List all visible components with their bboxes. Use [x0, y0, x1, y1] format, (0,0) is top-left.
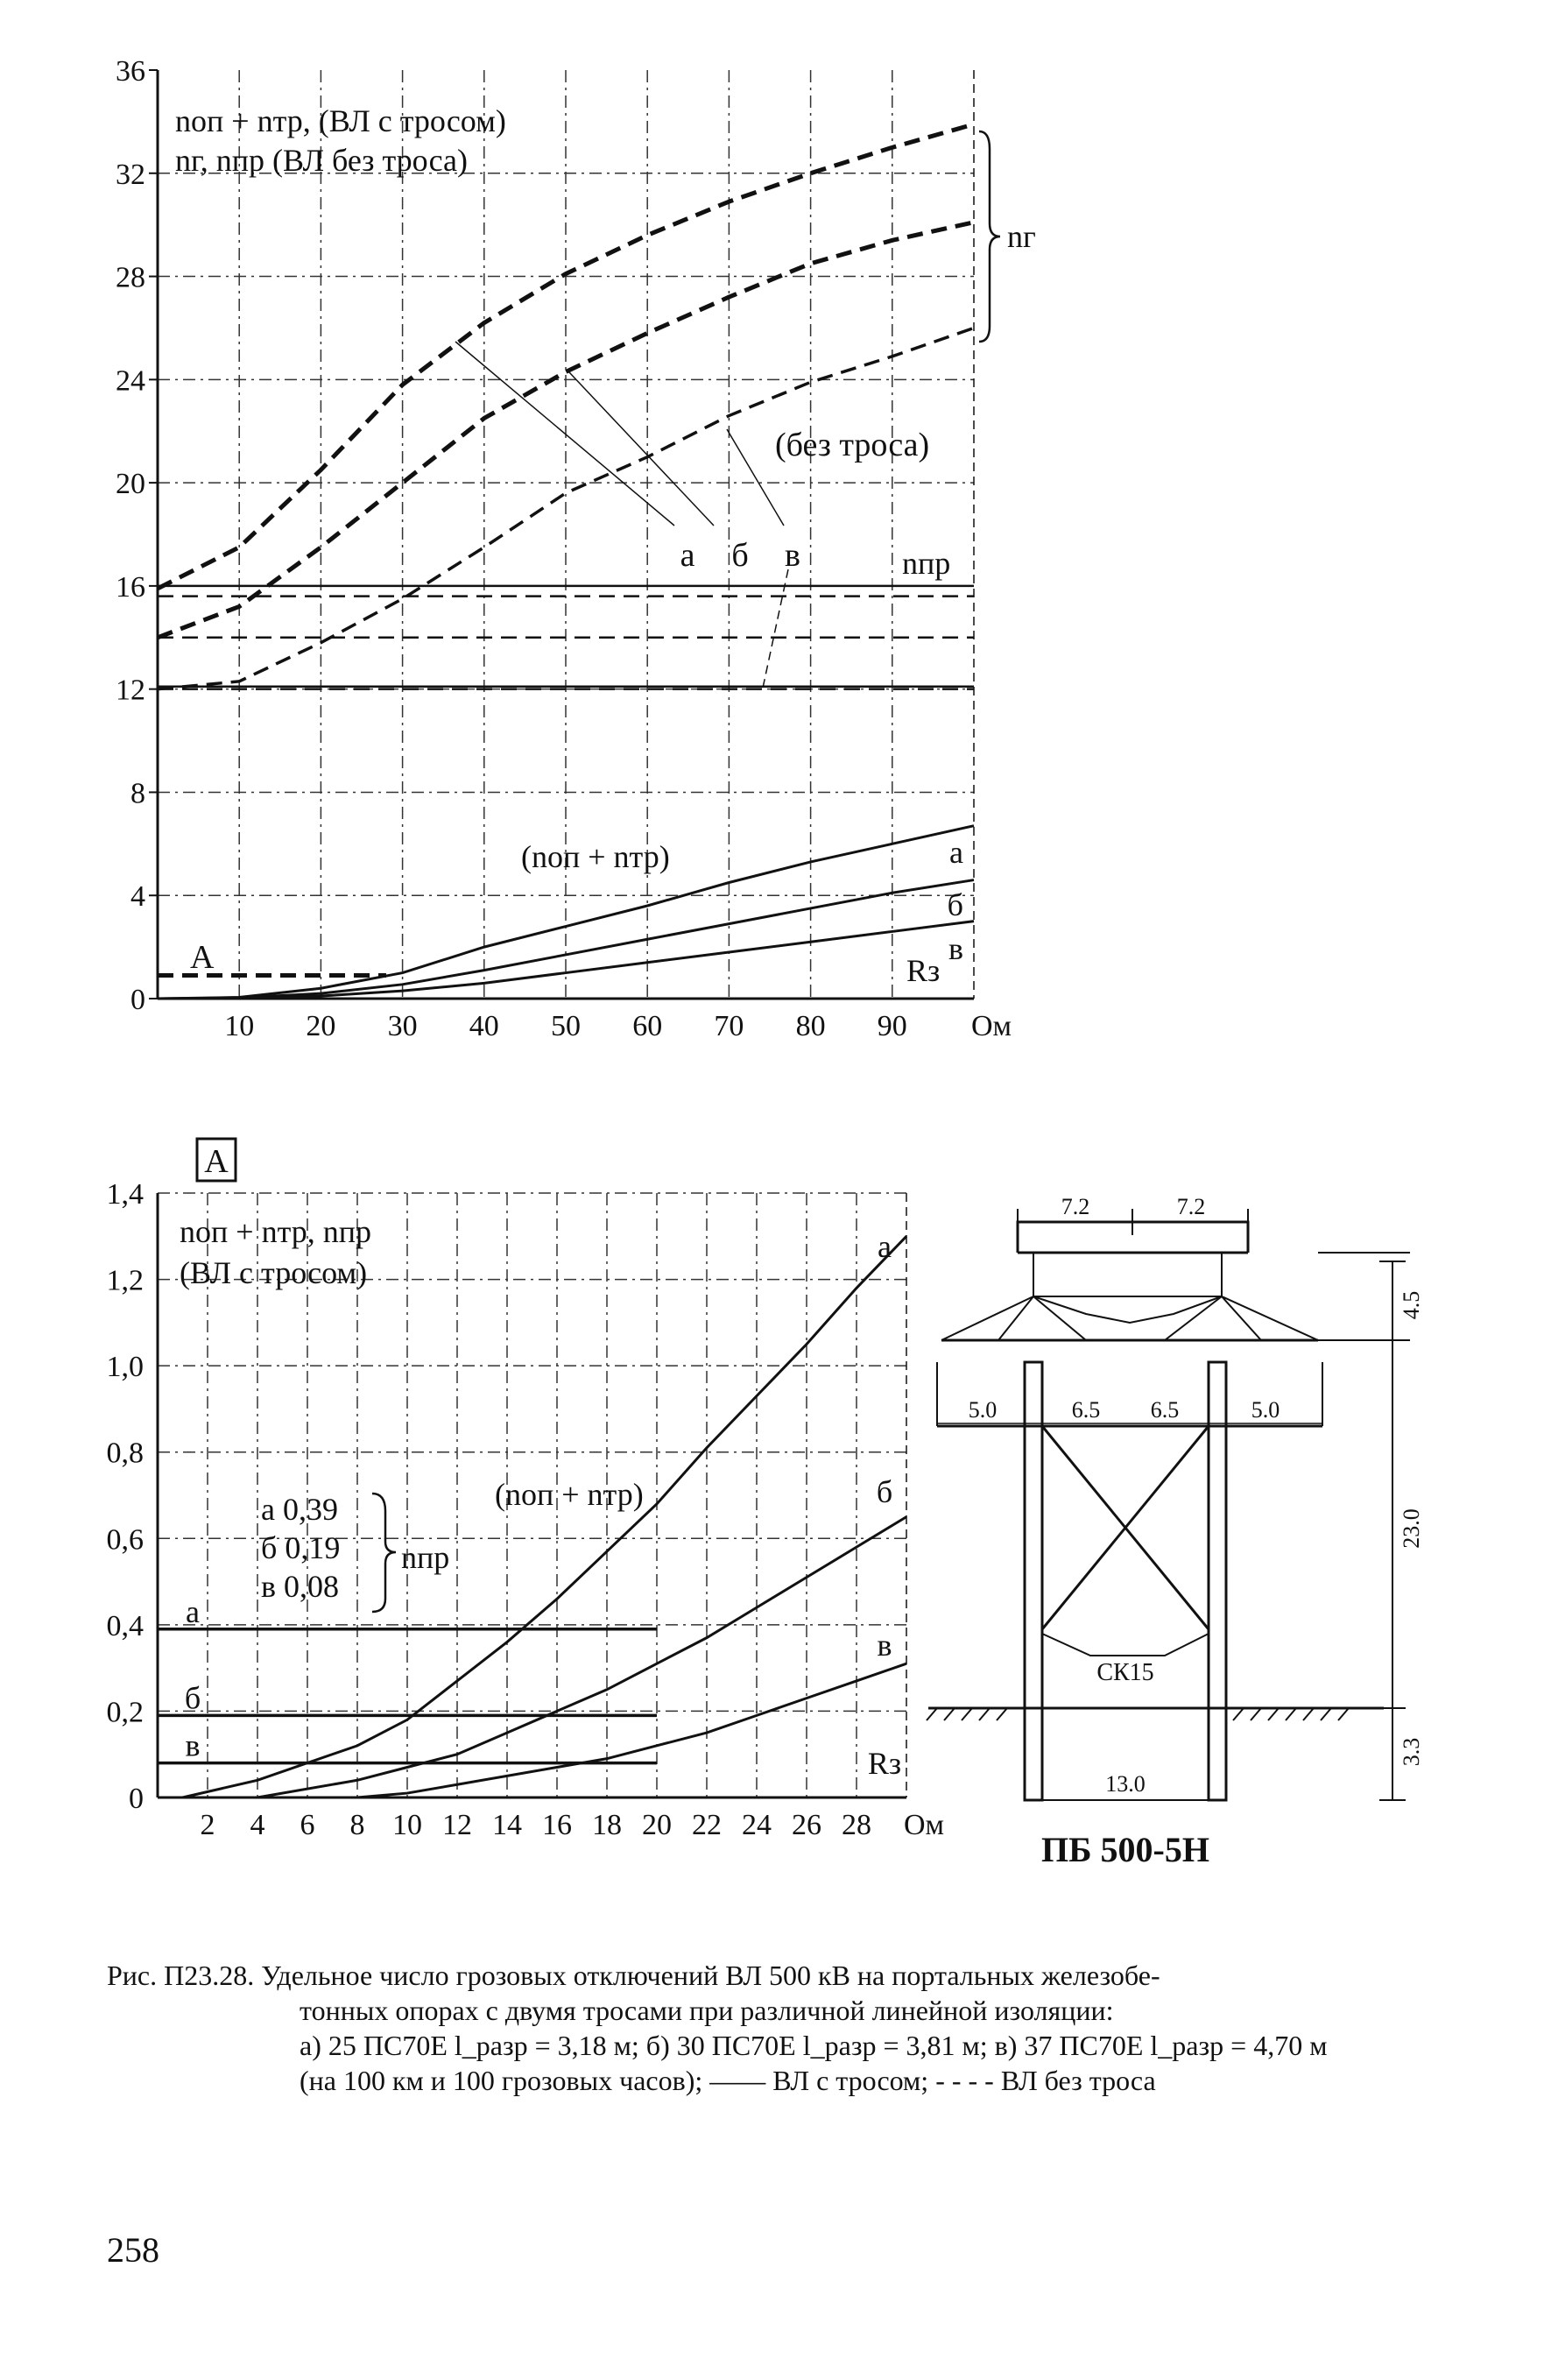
main-leader-line — [455, 342, 674, 526]
inset-xtick-label: 8 — [349, 1809, 365, 1841]
main-ytick-label: 32 — [116, 158, 145, 191]
main-xtick-label: 30 — [387, 1010, 418, 1042]
inset-chart — [107, 1139, 945, 1841]
tower-leg-right — [1209, 1362, 1226, 1800]
main-xlabel: Ом — [970, 1010, 1012, 1042]
brace-sk15 — [1042, 1634, 1209, 1656]
inset-labels — [107, 1143, 945, 1841]
caption-line-2: тонных опорах с двумя тросами при различной линейной изоляции: — [300, 1995, 1114, 2026]
tower-dim-cross: 5.0 — [1251, 1397, 1280, 1423]
inset-legend-line-1: nоп + nтр, nпр — [180, 1214, 372, 1249]
inset-xtick-label: 18 — [592, 1809, 622, 1841]
main-legend-line-1: nоп + nтр, (ВЛ с тросом) — [175, 103, 506, 138]
main-a-label: А — [190, 939, 215, 976]
page-number: 258 — [107, 2230, 159, 2270]
main-xtick-label: 70 — [714, 1010, 744, 1042]
inset-curve-letter: а — [878, 1229, 892, 1264]
main-solid-curve-letter: б — [947, 887, 963, 922]
main-chart — [116, 55, 1036, 1042]
tower-dim-cross: 6.5 — [1150, 1397, 1180, 1423]
inset-hline-letter: а — [186, 1593, 200, 1629]
inset-npr-label: nпр — [401, 1540, 450, 1575]
main-ytick-label: 12 — [116, 674, 145, 707]
main-ytick-label: 24 — [116, 364, 145, 398]
main-xtick-label: 10 — [224, 1010, 255, 1042]
main-xtick-label: 40 — [469, 1010, 499, 1042]
inset-npr-value: а 0,39 — [261, 1492, 338, 1527]
inset-hline-letter: б — [184, 1680, 201, 1716]
caption-line-1: Рис. П23.28. Удельное число грозовых отключений ВЛ 500 кВ на портальных железобе- — [107, 1960, 1160, 1991]
inset-xtick-label: 2 — [200, 1809, 215, 1841]
tower-dim-cross: 5.0 — [968, 1397, 998, 1423]
main-leader-line — [569, 372, 714, 526]
main-xtick-label: 60 — [632, 1010, 663, 1042]
inset-xtick-label: 6 — [300, 1809, 315, 1841]
tower-dim-top-left: 7.2 — [1061, 1194, 1090, 1219]
main-nop-ntr-label: (nоп + nтр) — [521, 839, 670, 874]
tower-brace-label: СК15 — [1096, 1659, 1154, 1686]
inset-ytick-label: 1,0 — [106, 1351, 144, 1384]
tower-dim-top-right: 7.2 — [1176, 1194, 1206, 1219]
inset-xtick-label: 28 — [842, 1809, 871, 1841]
inset-xtick-label: 22 — [692, 1809, 722, 1841]
main-ytick-label: 0 — [130, 984, 145, 1016]
inset-xtick-label: 10 — [392, 1809, 422, 1841]
main-leader-line-dashed — [762, 569, 788, 692]
inset-xtick-label: 24 — [742, 1809, 772, 1841]
inset-series-line — [257, 1517, 906, 1797]
caption-line-3: а) 25 ПС70Е l_разр = 3,18 м; б) 30 ПС70Е l_разр = 3,81 м; в) 37 ПС70Е l_разр = 4,70 м — [300, 2030, 1328, 2061]
main-ytick-label: 16 — [116, 570, 145, 604]
main-xtick-label: 90 — [877, 1010, 907, 1042]
inset-label: А — [204, 1143, 229, 1180]
caption-line-4: (на 100 км и 100 грозовых часов); —— ВЛ с тросом; - - - - ВЛ без троса — [300, 2065, 1156, 2096]
main-rz-label: Rз — [906, 953, 941, 988]
inset-ytick-label: 1,4 — [106, 1178, 144, 1211]
tower-title: ПБ 500-5Н — [1041, 1830, 1209, 1869]
main-solid-curve-letter: в — [948, 931, 963, 966]
tower-diagram — [927, 1209, 1410, 1800]
inset-npr-brace — [372, 1494, 396, 1612]
main-legend-line-2: nг, nпр (ВЛ без троса) — [175, 143, 468, 178]
main-ng-brace — [979, 131, 1000, 342]
tower-dim-right: 23.0 — [1399, 1508, 1424, 1549]
tower-leg-left — [1025, 1362, 1042, 1800]
figure-caption — [107, 1958, 1421, 2098]
inset-legend-line-2: (ВЛ с тросом) — [180, 1255, 368, 1290]
main-ytick-label: 36 — [116, 55, 145, 88]
main-xtick-label: 20 — [306, 1010, 336, 1042]
main-xtick-label: 50 — [551, 1010, 581, 1042]
tower-dim-right: 3.3 — [1399, 1737, 1424, 1767]
ground-hatch — [927, 1708, 1349, 1720]
main-ytick-label: 20 — [116, 468, 145, 501]
inset-xtick-label: 26 — [792, 1809, 821, 1841]
main-curve-letter: а — [680, 537, 695, 574]
tower-labels — [969, 1194, 1424, 1869]
main-xtick-label: 80 — [795, 1010, 826, 1042]
inset-ytick-label: 0,2 — [106, 1696, 144, 1729]
main-curve-letter: в — [785, 537, 800, 574]
inset-ytick-label: 0,4 — [106, 1609, 144, 1642]
main-solid-curve-letter: а — [949, 835, 963, 870]
inset-ytick-label: 0,6 — [106, 1523, 144, 1557]
tower-dim-cross: 6.5 — [1071, 1397, 1101, 1423]
inset-npr-value: в 0,08 — [261, 1569, 339, 1604]
inset-ytick-label: 1,2 — [106, 1264, 144, 1297]
tower-dim-right: 4.5 — [1399, 1290, 1424, 1320]
inset-xtick-label: 16 — [542, 1809, 572, 1841]
main-labels — [116, 55, 1036, 1042]
inset-curve-letter: в — [877, 1628, 892, 1663]
main-curve-letter: б — [731, 537, 749, 574]
inset-nop-ntr-label: (nоп + nтр) — [495, 1477, 644, 1512]
inset-curve-letter: б — [876, 1474, 893, 1509]
inset-ytick-label: 0,8 — [106, 1437, 144, 1470]
inset-xtick-label: 14 — [492, 1809, 522, 1841]
inset-xlabel: Ом — [903, 1809, 945, 1841]
inset-npr-value: б 0,19 — [261, 1530, 341, 1565]
main-ytick-label: 8 — [130, 777, 145, 810]
inset-xtick-label: 20 — [642, 1809, 672, 1841]
main-no-wire-label: (без троса) — [775, 427, 930, 463]
main-npr-label: nпр — [902, 546, 951, 581]
inset-series-line — [357, 1663, 906, 1797]
inset-xtick-label: 4 — [250, 1809, 265, 1841]
main-ytick-label: 28 — [116, 261, 145, 294]
inset-xtick-label: 12 — [442, 1809, 472, 1841]
inset-rz-label: Rз — [867, 1746, 902, 1781]
main-ng-label: nг — [1007, 219, 1036, 254]
tower-dim-bottom: 13.0 — [1105, 1771, 1146, 1797]
main-ytick-label: 4 — [130, 880, 145, 914]
inset-hline-letter: в — [185, 1727, 201, 1763]
inset-ytick-label: 0 — [129, 1783, 144, 1815]
